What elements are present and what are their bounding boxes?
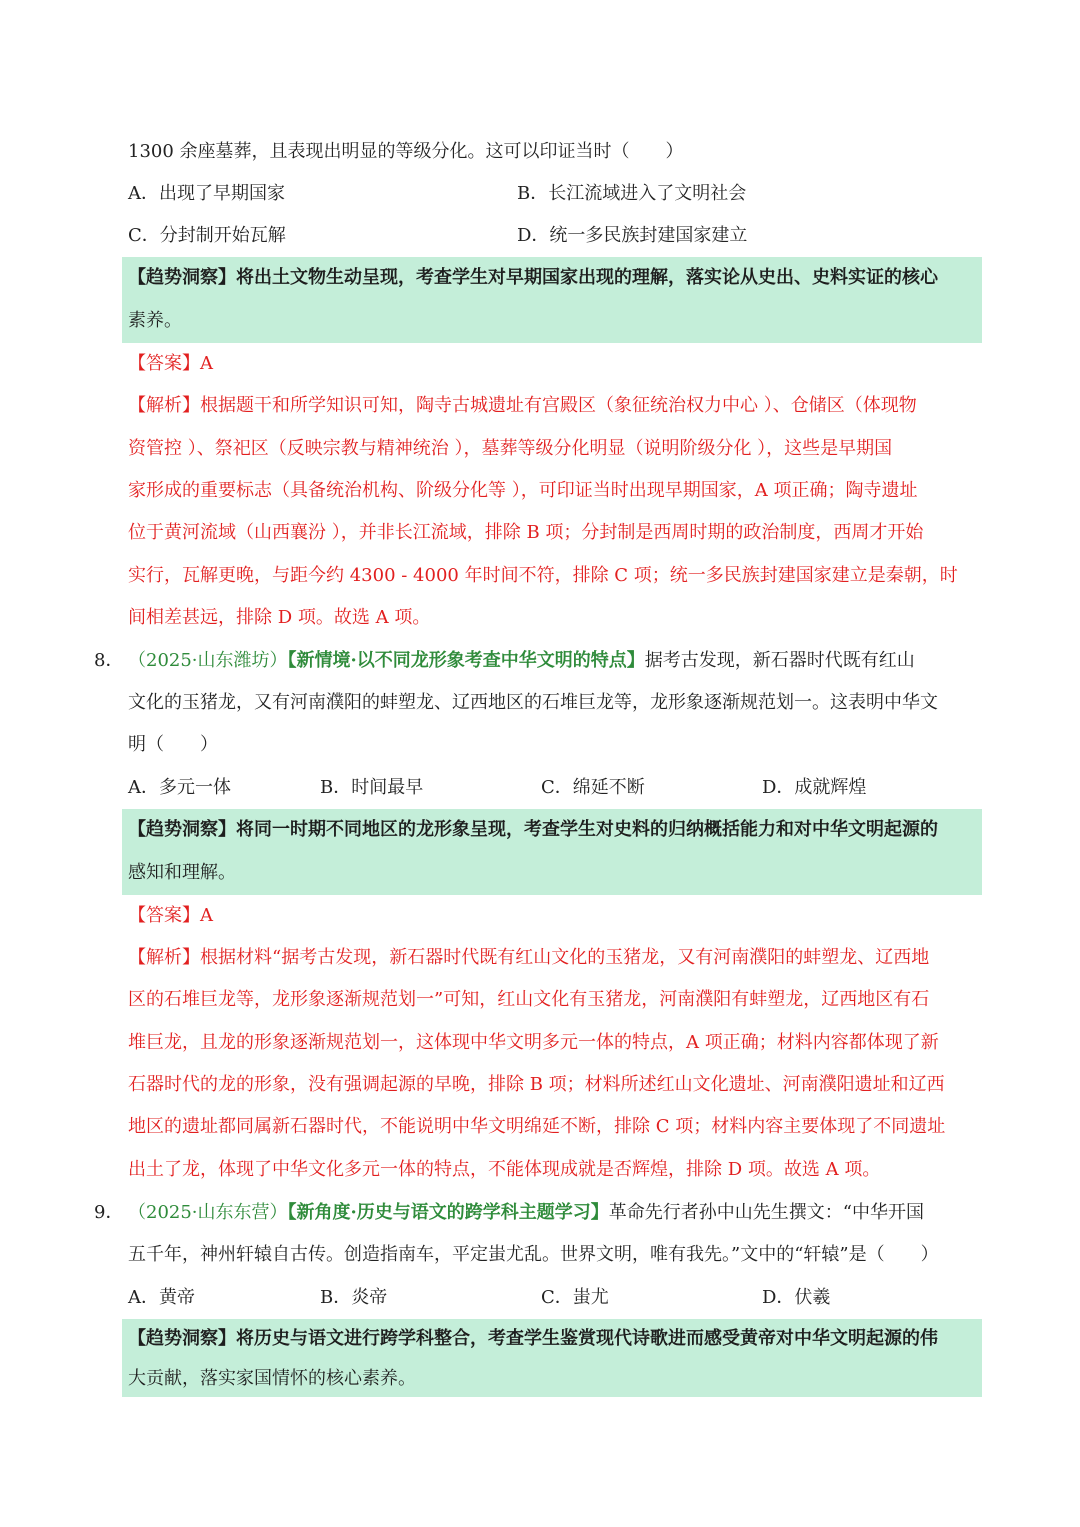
- q8-answer: 【答案】A: [128, 905, 213, 926]
- q8-stem-first: [128, 648, 915, 674]
- q9-number: 9．: [94, 1202, 124, 1223]
- q9-insight-line: 大贡献，落实家国情怀的核心素养。: [128, 1368, 416, 1389]
- q7-option-d: D．统一多民族封建国家建立: [517, 225, 748, 246]
- q8-stem-line: 文化的玉猪龙，又有河南濮阳的蚌塑龙、辽西地区的石堆巨龙等，龙形象逐渐规范划一。这表明中华文: [128, 692, 938, 713]
- q9-option-b: B．炎帝: [320, 1287, 388, 1308]
- q8-option-b: B．时间最早: [320, 777, 424, 798]
- q9-tag: 【新角度·历史与语文的跨学科主题学习】: [287, 1202, 609, 1223]
- q9-source: （2025·山东东营）: [128, 1202, 288, 1223]
- q8-option-d: D．成就辉煌: [762, 777, 867, 798]
- q9-stem-line: 革命先行者孙中山先生撰文：“中华开国: [608, 1202, 924, 1223]
- q7-insight-box: [122, 257, 982, 343]
- q7-analysis-line: 间相差甚远，排除 D 项。故选 A 项。: [128, 607, 431, 628]
- q8-analysis-line: 石器时代的龙的形象，没有强调起源的早晚，排除 B 项；材料所述红山文化遗址、河南濮阳遗址和辽西: [128, 1074, 945, 1095]
- q8-option-c: C．绵延不断: [541, 777, 645, 798]
- q8-stem-line: 明（ ）: [128, 734, 218, 755]
- q9-option-c: C．蚩尤: [541, 1287, 609, 1308]
- q8-stem-line: 据考古发现，新石器时代既有红山: [644, 650, 915, 671]
- q8-analysis-line: 出土了龙，体现了中华文化多元一体的特点，不能体现成就是否辉煌，排除 D 项。故选 A 项。: [128, 1159, 881, 1180]
- q8-tag: 【新情境·以不同龙形象考查中华文明的特点】: [287, 650, 645, 671]
- q8-insight-box: [122, 809, 982, 895]
- q7-option-c: C．分封制开始瓦解: [128, 225, 286, 246]
- q7-insight-line: 素养。: [128, 310, 182, 331]
- q7-analysis-line: 【解析】根据题干和所学知识可知，陶寺古城遗址有宫殿区（象征统治权力中心 ）、仓储区（体现物: [128, 395, 917, 416]
- q7-answer: 【答案】A: [128, 353, 213, 374]
- q9-stem-first: [128, 1200, 924, 1226]
- q9-option-d: D．伏羲: [762, 1287, 831, 1308]
- q8-analysis-line: 地区的遗址都同属新石器时代，不能说明中华文明绵延不断，排除 C 项；材料内容主要体现了不同遗址: [128, 1116, 946, 1137]
- q8-insight-line: 感知和理解。: [128, 862, 236, 883]
- q8-option-a: A．多元一体: [128, 777, 231, 798]
- q8-number: 8．: [94, 650, 124, 671]
- q7-analysis-line: 家形成的重要标志（具备统治机构、阶级分化等 ），可印证当时出现早期国家，A 项正确；陶寺遗址: [128, 480, 918, 501]
- q8-source: （2025·山东潍坊）: [128, 650, 288, 671]
- q8-analysis-line: 【解析】根据材料“据考古发现，新石器时代既有红山文化的玉猪龙，又有河南濮阳的蚌塑龙、辽西地: [128, 947, 930, 968]
- q7-insight-line: 【趋势洞察】将出土文物生动呈现，考查学生对早期国家出现的理解，落实论从史出、史料实证的核心: [128, 267, 938, 288]
- q8-analysis-line: 区的石堆巨龙等，龙形象逐渐规范划一”可知，红山文化有玉猪龙，河南濮阳有蚌塑龙，辽西地区有石: [128, 989, 930, 1010]
- q7-analysis-line: 资管控 ）、祭祀区（反映宗教与精神统治 ），墓葬等级分化明显（说明阶级分化 ），这些是早期国: [128, 438, 893, 459]
- q9-insight-line: 【趋势洞察】将历史与语文进行跨学科整合，考查学生鉴赏现代诗歌进而感受黄帝对中华文明起源的伟: [128, 1328, 938, 1349]
- q9-option-a: A．黄帝: [128, 1287, 195, 1308]
- q7-analysis-line: 实行，瓦解更晚，与距今约 4300 - 4000 年时间不符，排除 C 项；统一多民族封建国家建立是秦朝，时: [128, 565, 958, 586]
- q9-insight-box: [122, 1319, 982, 1397]
- q7-option-b: B．长江流域进入了文明社会: [517, 183, 747, 204]
- q7-analysis-line: 位于黄河流域（山西襄汾 ），并非长江流域，排除 B 项；分封制是西周时期的政治制度，西周才开始: [128, 522, 924, 543]
- q8-insight-line: 【趋势洞察】将同一时期不同地区的龙形象呈现，考查学生对史料的归纳概括能力和对中华文明起源的: [128, 819, 938, 840]
- q7-option-a: A．出现了早期国家: [128, 183, 285, 204]
- q9-stem-line: 五千年，神州轩辕自古传。创造指南车，平定蚩尤乱。世界文明，唯有我先。”文中的“轩辕”是（ ）: [128, 1244, 939, 1265]
- q8-analysis-line: 堆巨龙，且龙的形象逐渐规范划一，这体现中华文明多元一体的特点，A 项正确；材料内容都体现了新: [128, 1032, 939, 1053]
- q7-stem-tail: 1300 余座墓葬，且表现出明显的等级分化。这可以印证当时（ ）: [128, 141, 684, 162]
